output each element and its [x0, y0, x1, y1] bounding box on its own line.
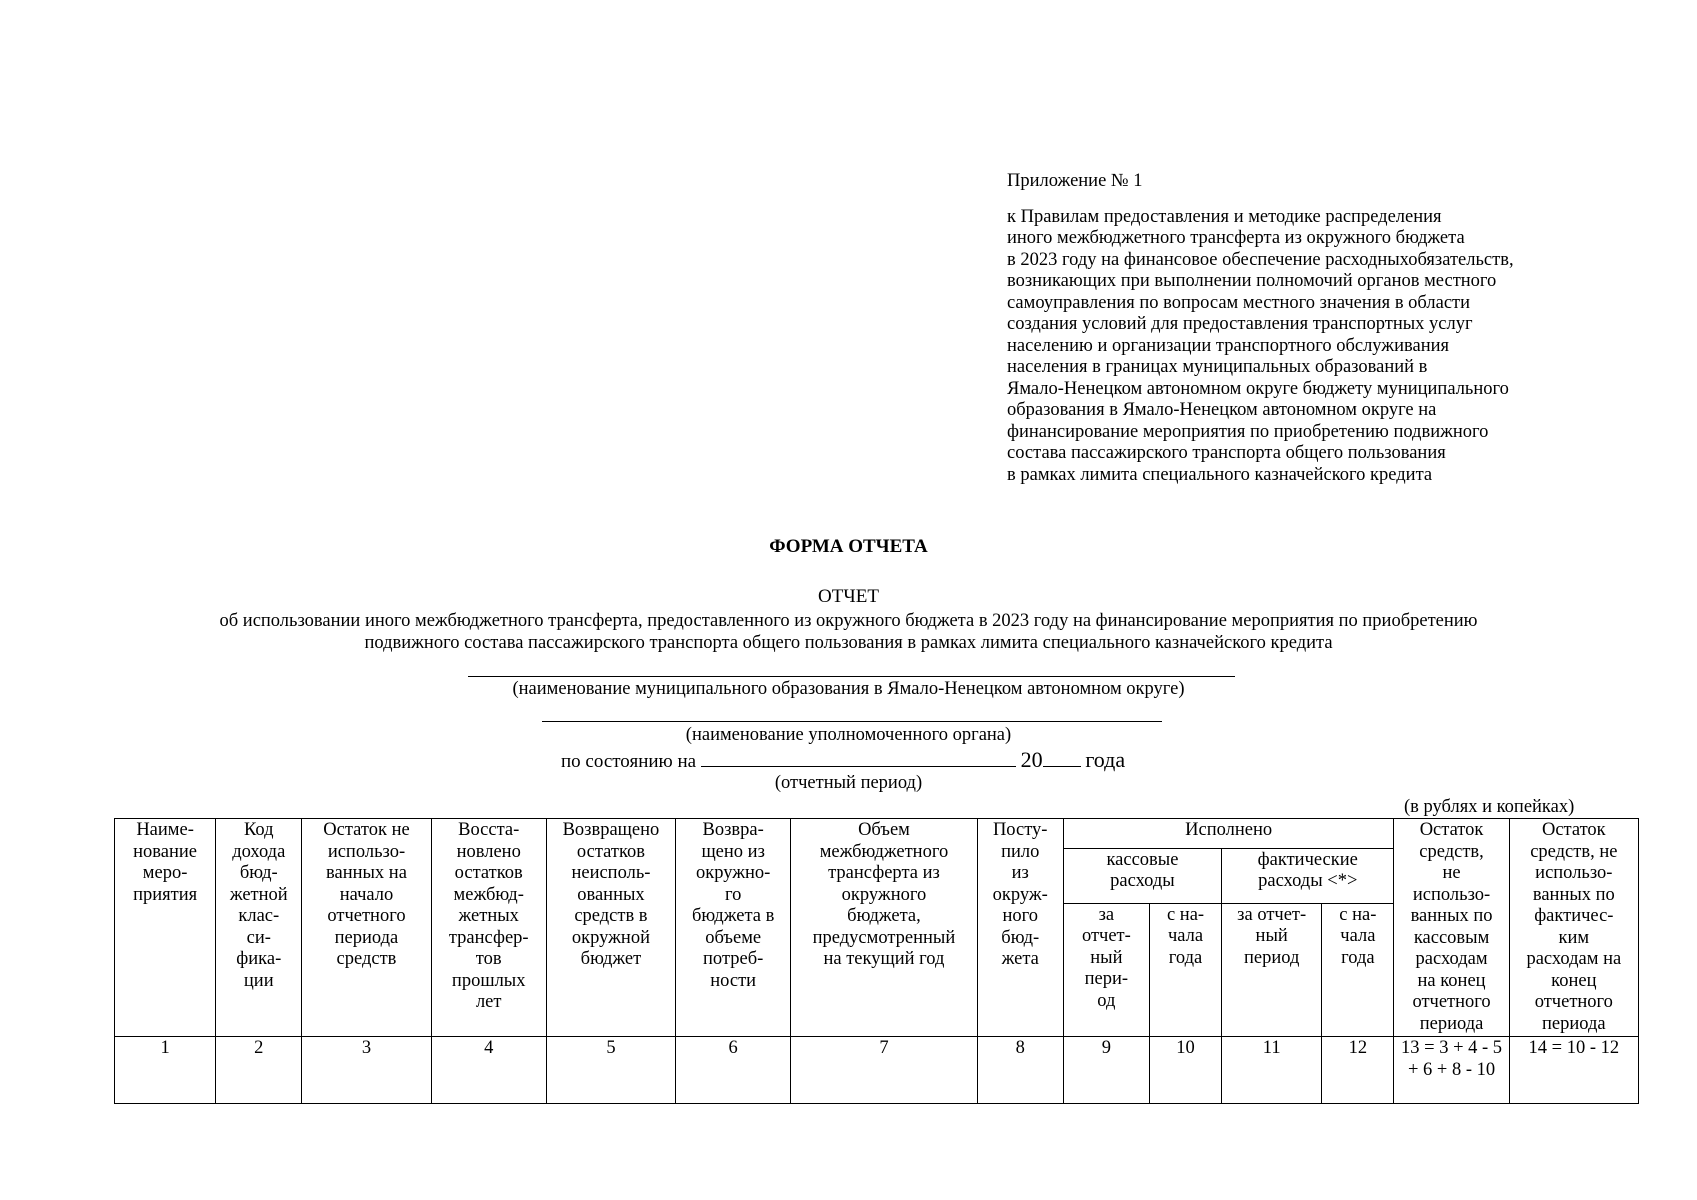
header-cell: Код дохода бюд- жетной клас- си- фика- ции: [216, 819, 302, 1037]
header-cell: Возвра- щено из окружно- го бюджета в объеме потреб- ности: [676, 819, 791, 1037]
date-line: [561, 747, 1125, 773]
appendix-line: к Правилам предоставления и методике распределения: [1007, 206, 1442, 227]
appendix-line: в 2023 году на финансовое обеспечение расходныхобязательств,: [1007, 249, 1514, 270]
column-number-cell: 10: [1149, 1037, 1221, 1104]
authority-caption: (наименование уполномоченного органа): [685, 725, 1012, 745]
date-blank: [701, 748, 1016, 767]
report-subtitle-line: подвижного состава пассажирского транспорта общего пользования в рамках лимита специального казначейского кредита: [364, 632, 1333, 653]
column-number-cell: 8: [977, 1037, 1063, 1104]
period-caption: (отчетный период): [774, 773, 923, 793]
column-number-cell: 14 = 10 - 12: [1509, 1037, 1638, 1104]
header-cell-cash: кассовые расходы: [1063, 848, 1221, 903]
header-cell: с на- чала года: [1149, 903, 1221, 1036]
municipality-blank-line: [468, 676, 1235, 677]
column-number-cell: 2: [216, 1037, 302, 1104]
appendix-line: создания условий для предоставления транспортных услуг: [1007, 314, 1473, 334]
header-cell: за отчет- ный период: [1222, 903, 1322, 1036]
column-number-cell: 11: [1222, 1037, 1322, 1104]
appendix-line: состава пассажирского транспорта общего пользования: [1007, 443, 1446, 463]
header-cell: Остаток средств, не использо- ванных по фактичес- ким расходам на конец отчетного периода: [1509, 819, 1638, 1037]
header-cell: Остаток не использо- ванных на начало отчетного периода средств: [302, 819, 431, 1037]
appendix-line: иного межбюджетного трансферта из окружного бюджета: [1007, 228, 1465, 248]
year-blank: [1043, 748, 1081, 767]
column-number-cell: 7: [791, 1037, 977, 1104]
appendix-line: возникающих при выполнении полномочий органов местного: [1007, 271, 1497, 291]
appendix-line: в рамках лимита специального казначейского кредита: [1007, 464, 1433, 485]
header-cell: Восста- новлено остатков межбюд- жетных трансфер- тов прошлых лет: [431, 819, 546, 1037]
appendix-line: финансирование мероприятия по приобретению подвижного: [1007, 421, 1489, 442]
header-cell: Посту- пило из окруж- ного бюд- жета: [977, 819, 1063, 1037]
column-number-cell: 1: [115, 1037, 216, 1104]
header-cell: Наиме- нование меро- приятия: [115, 819, 216, 1037]
appendix-line: населения в границах муниципальных образований в: [1007, 357, 1428, 377]
column-number-cell: 12: [1322, 1037, 1394, 1104]
units-note: (в рублях и копейках): [1404, 797, 1575, 817]
header-cell-actual: фактические расходы <*>: [1222, 848, 1394, 903]
column-number-cell: 9: [1063, 1037, 1149, 1104]
appendix-block: [1007, 171, 1647, 486]
header-cell: Объем межбюджетного трансферта из окружного бюджета, предусмотренный на текущий год: [791, 819, 977, 1037]
header-cell: Остаток средств, не использо- ванных по кассовым расходам на конец отчетного периода: [1394, 819, 1509, 1037]
header-cell: Возвращено остатков неисполь- ованных средств в окружной бюджет: [546, 819, 675, 1037]
column-number-cell: 3: [302, 1037, 431, 1104]
column-number-cell: 4: [431, 1037, 546, 1104]
date-suffix: года: [1085, 747, 1126, 772]
report-subtitle: [0, 611, 1697, 654]
header-row: [115, 819, 1639, 849]
form-title: ФОРМА ОТЧЕТА: [769, 536, 928, 557]
report-subtitle-line: об использовании иного межбюджетного трансферта, предоставленного из окружного бюджета в 2023 году на финансирование мероприятия по приобретению: [219, 611, 1478, 631]
appendix-line: образования в Ямало-Ненецком автономном округе на: [1007, 400, 1437, 420]
appendix-line: Ямало-Ненецком автономном округе бюджету муниципального: [1007, 378, 1509, 399]
year-prefix: 20: [1020, 747, 1043, 772]
appendix-title: Приложение № 1: [1007, 171, 1143, 191]
header-cell-executed: Исполнено: [1063, 819, 1394, 849]
column-number-cell: 5: [546, 1037, 675, 1104]
appendix-line: населению и организации транспортного обслуживания: [1007, 335, 1450, 356]
column-number-row: [115, 1037, 1639, 1104]
appendix-line: самоуправления по вопросам местного значения в области: [1007, 292, 1471, 313]
header-cell: за отчет- ный пери- од: [1063, 903, 1149, 1036]
header-cell: с на- чала года: [1322, 903, 1394, 1036]
column-number-cell: 6: [676, 1037, 791, 1104]
column-number-cell: 13 = 3 + 4 - 5 + 6 + 8 - 10: [1394, 1037, 1509, 1104]
report-title: ОТЧЕТ: [818, 586, 879, 607]
authority-blank-line: [542, 721, 1162, 722]
report-table: [114, 818, 1639, 1104]
appendix-text: [1007, 207, 1647, 487]
municipality-caption: (наименование муниципального образования в Ямало-Ненецком автономном округе): [512, 679, 1185, 699]
date-prefix: по состоянию на: [561, 751, 697, 772]
